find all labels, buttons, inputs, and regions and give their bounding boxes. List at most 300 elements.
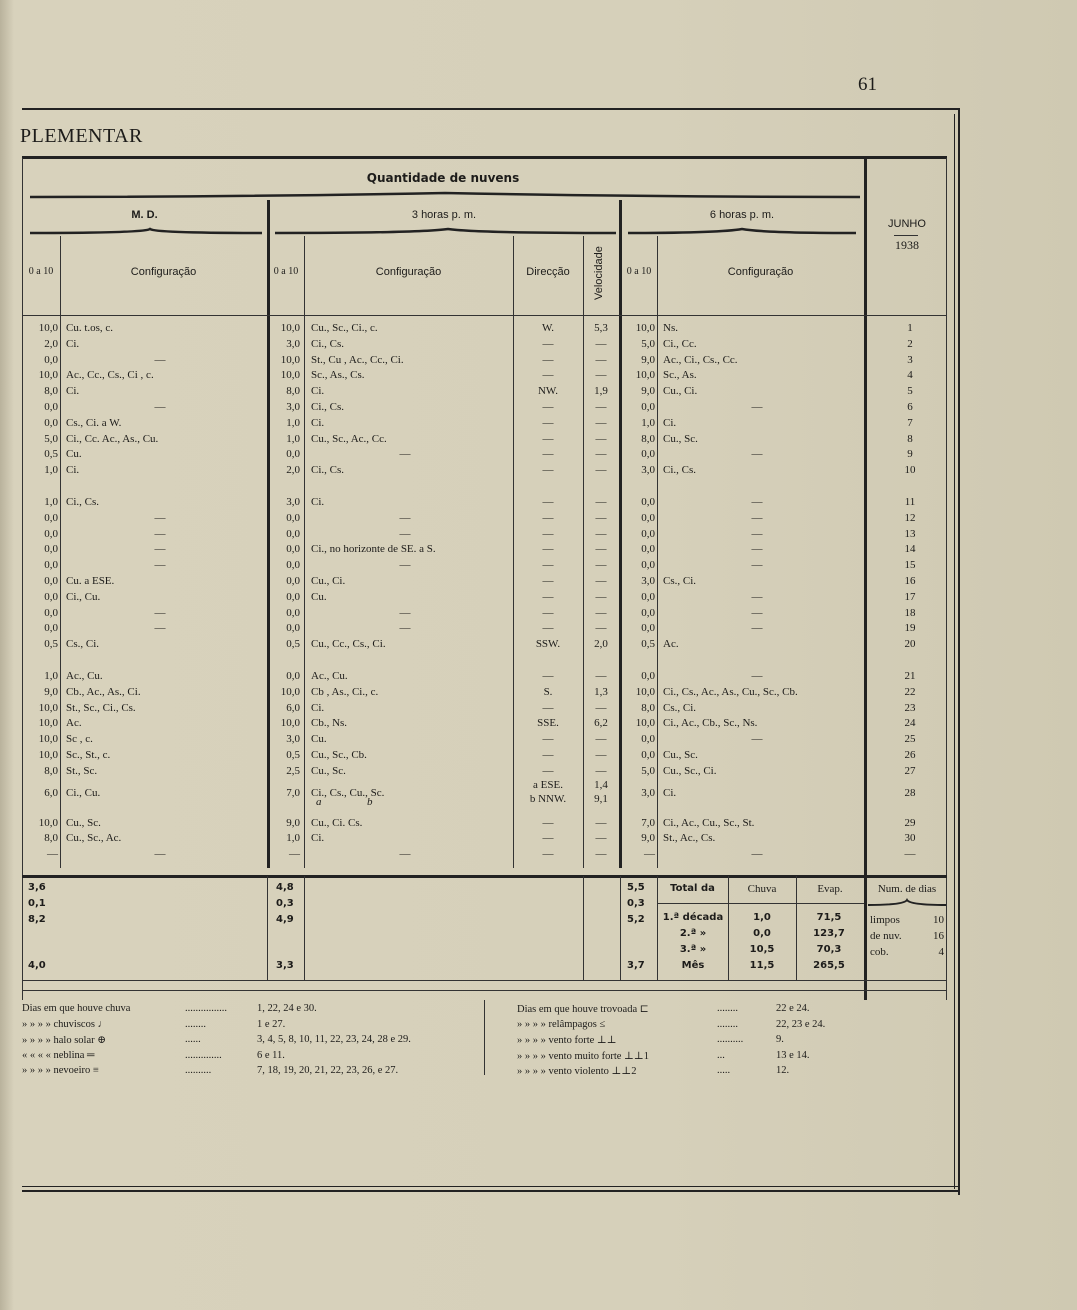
note-label: » » » » nevoeiro ≡ [22,1065,99,1076]
cell-a: 0,0 [44,511,58,524]
cell-i: 19 [904,622,916,635]
cell-c: 10,0 [280,322,300,334]
cell-a: 0,0 [44,590,58,603]
cell-f: — [595,622,607,635]
cell-e: W. [541,322,555,334]
header-bottom-rule [22,315,947,316]
cell-e: SSE. [537,717,559,730]
cell-e: — [542,527,554,540]
cell-c: 10,0 [280,685,300,698]
cell-c: 2,0 [286,464,300,477]
totals-divider [267,876,268,980]
cell-h: — [751,448,763,461]
cell-f: — [595,816,607,829]
cell-c: 9,0 [286,816,300,829]
cell-f: — [595,337,607,350]
totals-top-rule [22,875,947,878]
cell-f: — [595,527,607,540]
note-label: » » » » vento violento ⊥⊥2 [517,1066,637,1077]
note-label: » » » » chuviscos ♩ [22,1018,109,1030]
cell-a: 0,0 [44,606,58,619]
cell-i: 6 [907,401,913,413]
cell-b: Cs., Ci. [66,638,100,651]
cell-d: — [399,606,411,619]
cell-d: Ci. [311,496,325,508]
header-6h: 6 horas p. m. [709,209,775,221]
cell-b: Cu. [66,448,82,461]
totals-divider [583,876,584,980]
cell-d: St., Cu , Ac., Cc., Ci. [311,353,404,366]
cell-i: 5 [907,385,913,398]
decada-chuva: 1,0 [753,912,771,923]
cell-g: 0,0 [641,448,655,461]
dias-value: 10 [933,914,944,926]
cell-g: 3,0 [641,575,655,587]
cell-g: 9,0 [641,385,655,398]
cell-a: 8,0 [44,764,58,777]
cell-i: 20 [904,638,916,651]
cell-g: 0,0 [641,733,655,746]
total-md: 4,0 [28,960,46,971]
cell-c: 0,0 [286,511,300,524]
cell-d: Cu. [311,590,327,603]
cell-g: 0,0 [641,559,655,572]
cell-a: 6,0 [44,786,58,799]
header-year: 1938 [895,238,919,252]
cell-g: 7,0 [641,816,655,829]
total-6h: 5,2 [627,914,645,925]
cell-i: 16 [904,575,916,587]
total-6h: 5,5 [627,882,645,893]
cell-g: 0,0 [641,606,655,619]
dias-label: de nuv. [870,930,902,942]
cell-h: Ci., Cs., Ac., As., Cu., Sc., Cb. [663,685,798,698]
note-dots: .......... [185,1065,212,1076]
page-title: PLEMENTAR [20,125,143,147]
cell-b: Ci. [66,464,80,477]
cell-e: — [542,448,554,461]
cell-f: 1,9 [594,385,608,398]
cell-c: 2,5 [286,764,300,777]
cell-e: — [542,543,554,556]
cell-f: — [595,733,607,746]
dias-label: cob. [870,946,889,958]
cell-f: 2,0 [594,638,608,651]
cell-i: 25 [904,733,916,746]
note-label: » » » » halo solar ⊕ [22,1035,107,1046]
cell-g: 10,0 [635,717,655,730]
cell-h: Ci. [663,416,677,429]
cell-h: Cs., Ci. [663,575,697,587]
decada-label: Mês [681,960,705,971]
cell-e: — [542,764,554,777]
cell-f: — [595,416,607,429]
cell-c: 0,0 [286,670,300,682]
decada-chuva: 0,0 [753,928,771,939]
cell-a: 10,0 [38,749,58,761]
header-3h: 3 horas p. m. [411,209,477,221]
cell-e: — [542,622,554,635]
cell-e: — [542,749,554,761]
table-top-rule [22,156,947,159]
header-brace [30,189,860,201]
cell-d: Ac., Cu. [311,670,348,682]
cell-b: — [154,606,166,619]
total-6h: 0,3 [627,898,645,909]
cell-g: 9,0 [641,353,655,366]
cell-g: 0,5 [641,638,655,651]
cell-g: 0,0 [641,590,655,603]
cell-d: Cu., Sc., Ci., c. [311,322,378,334]
decada-chuva: 10,5 [749,944,775,955]
cell-a: 0,0 [44,401,58,413]
cell-d: Ci. [311,832,325,845]
cell-h: — [751,590,763,603]
total-3h: 4,9 [276,914,294,925]
cell-f: — [595,764,607,777]
note-label: Dias em que houve chuva [22,1003,131,1014]
cell-i: 17 [904,590,916,603]
cell-e: — [542,832,554,845]
cell-a: 0,0 [44,353,58,366]
cell-e: — [542,701,554,714]
notes-top-rule [22,990,947,991]
cell-a: 10,0 [38,701,58,714]
cell-d: Ci., Cs. [311,464,345,477]
cell-f: 1,3 [594,685,608,698]
cell-d: Cb , As., Ci., c. [311,685,379,698]
cell-a: 0,0 [44,575,58,587]
cell-i: 23 [904,701,916,714]
cell-c: 1,0 [286,832,300,845]
cell-e-second: b NNW. [529,792,567,805]
cell-b: Sc , c. [66,733,93,746]
cell-i: 13 [904,527,916,540]
totals-header-rule [657,903,864,904]
cell-a: 8,0 [44,385,58,398]
cell-c: 0,0 [286,448,300,461]
cell-h: St., Ac., Cs. [663,832,716,845]
cell-b: Ac. [66,717,82,730]
cell-f: — [595,496,607,508]
cell-b: Cu. t.os, c. [66,322,114,334]
note-value: 6 e 11. [257,1049,285,1061]
note-value: 3, 4, 5, 8, 10, 11, 22, 23, 24, 28 e 29. [257,1034,411,1045]
subscript-b: b [367,795,373,808]
frame-inner-rule [954,114,955,1189]
cell-h: Ci. [663,786,677,799]
cell-b: — [154,848,166,861]
cell-d: Cu., Sc. [311,764,346,777]
cell-f: — [595,432,607,445]
note-dots: ...... [185,1034,201,1045]
cell-d: Ci., Cs. [311,337,345,350]
cell-b: — [154,622,166,635]
cell-d: Cu., Ci. [311,575,346,587]
cell-i: 26 [904,749,916,761]
header-scale-3h: 0 a 10 [273,266,299,277]
decada-evap: 265,5 [813,960,845,971]
cell-e: — [542,511,554,524]
cell-a: 0,5 [44,448,58,461]
notes-divider [484,1000,485,1075]
cell-g: 3,0 [641,786,655,799]
cell-f: 5,3 [594,322,608,334]
cell-a: 0,0 [44,622,58,635]
cell-e: — [542,575,554,587]
cell-c: 0,0 [286,622,300,635]
cell-b: Ci. [66,337,80,350]
cell-f: — [595,448,607,461]
note-value: 7, 18, 19, 20, 21, 22, 23, 26, e 27. [257,1065,399,1076]
note-value: 1, 22, 24 e 30. [257,1003,317,1014]
cell-i: 1 [907,322,913,334]
cell-e: — [542,369,554,382]
cell-h: Ci., Ac., Cb., Sc., Ns. [663,717,758,730]
cell-h: Cu., Sc. [663,432,698,445]
header-month: JUNHO [888,218,926,230]
subheader-braces [30,227,860,237]
decada-evap: 123,7 [813,928,845,939]
cell-f: — [595,670,607,682]
cell-a: 10,0 [38,816,58,829]
cell-h: — [751,622,763,635]
cell-i: 15 [904,559,916,572]
num-dias-brace [868,898,946,908]
cell-h: Ac., Ci., Cs., Cc. [663,353,738,366]
cell-b: St., Sc. [66,764,98,777]
header-scale-6h: 0 a 10 [626,266,652,277]
cell-d: Sc., As., Cs. [311,369,365,382]
total-3h: 0,3 [276,898,294,909]
cell-a: 5,0 [44,432,58,445]
cell-g: 3,0 [641,464,655,477]
totals-divider [620,876,621,980]
cell-h: — [751,527,763,540]
cell-i: 14 [904,543,916,556]
cell-e: — [542,353,554,366]
bottom-rule-thick [22,1190,960,1192]
cell-g: 1,0 [641,416,655,429]
cell-d: Ci., Cs. [311,401,345,413]
header-direccao: Direcção [526,266,570,278]
cell-e: S. [543,685,553,698]
cell-e: — [542,559,554,572]
cell-h: — [751,606,763,619]
cell-d: — [399,559,411,572]
total-md: 3,6 [28,882,46,893]
decada-label: 1.ª década [662,912,724,923]
cell-b: — [154,559,166,572]
cell-f: 6,2 [594,717,608,730]
cell-a: 8,0 [44,832,58,845]
evap-label: Evap. [817,883,843,895]
cell-c: 0,5 [286,749,300,761]
cell-g: 10,0 [635,369,655,382]
cell-g: 9,0 [641,832,655,845]
cell-a: 10,0 [38,322,58,334]
cell-c: 1,0 [286,432,300,445]
header-config-md: Configuração [130,266,197,278]
cell-h: — [751,733,763,746]
cell-i: 3 [907,353,913,366]
cell-e: — [542,416,554,429]
cell-d: Cu., Sc., Cb. [311,749,367,761]
note-label: » » » » vento forte ⊥⊥ [517,1035,617,1046]
cell-e: — [542,590,554,603]
cell-h: Ci., Cc. [663,337,697,350]
cell-h: — [751,543,763,556]
cell-c: 3,0 [286,496,300,508]
cell-b: Cb., Ac., As., Ci. [66,685,141,698]
cell-e: — [542,733,554,746]
cell-c: 6,0 [286,701,300,714]
cell-c: 0,5 [286,638,300,651]
cell-f: — [595,701,607,714]
cell-a: 10,0 [38,717,58,730]
cell-b: Ci. [66,385,80,398]
cell-h: — [751,401,763,413]
cell-e: — [542,606,554,619]
cell-h: Ns. [663,322,678,334]
decada-chuva: 11,5 [749,960,775,971]
cell-f: — [595,575,607,587]
cell-g: 8,0 [641,432,655,445]
cell-g: 0,0 [641,527,655,540]
cell-c: — [289,848,300,861]
cell-b: St., Sc., Ci., Cs. [66,701,136,714]
cell-f: — [595,401,607,413]
cell-i: 29 [904,816,916,829]
cell-f: — [595,832,607,845]
cell-b: Cu., Sc., Ac. [66,832,122,845]
note-dots: ........ [717,1003,738,1014]
cell-a: 1,0 [44,670,58,682]
cell-h: Cu., Sc., Ci. [663,764,717,777]
total-md: 0,1 [28,898,46,909]
cell-c: 0,0 [286,559,300,572]
cell-b: Ac., Cc., Cs., Ci , c. [66,369,154,382]
cell-c: 0,0 [286,606,300,619]
total-6h: 3,7 [627,960,645,971]
cell-h: Cu., Ci. [663,385,698,398]
cell-a: 0,0 [44,416,58,429]
cell-i: 28 [904,786,916,799]
cell-f: — [595,749,607,761]
cell-h: — [751,848,763,861]
note-value: 22, 23 e 24. [776,1018,826,1030]
cell-b: Cu., Sc. [66,816,101,829]
cell-g: 5,0 [641,337,655,350]
note-dots: .......... [717,1034,744,1045]
cell-d: Ci. [311,701,325,714]
cell-h: — [751,559,763,572]
cell-d: Ci. [311,385,325,398]
totals-bottom-rule [22,980,947,981]
cell-i: 27 [904,764,916,777]
cell-e: — [542,401,554,413]
note-dots: ........ [717,1018,738,1030]
cell-a: 10,0 [38,733,58,746]
cell-b: Ci., Cs. [66,496,100,508]
note-label: » » » » relâmpagos ≤ [517,1018,606,1030]
cell-h: Cs., Ci. [663,701,697,714]
cell-a: 1,0 [44,464,58,477]
cell-h: Ci., Cs. [663,464,697,477]
subscript-a: a [316,795,322,808]
cell-a: 9,0 [44,685,58,698]
cell-g: 10,0 [635,685,655,698]
note-label: Dias em que houve trovoada ⊏ [517,1004,649,1015]
cell-g: 0,0 [641,511,655,524]
cell-d: Cu., Cc., Cs., Ci. [311,638,386,651]
note-value: 22 e 24. [776,1003,810,1014]
note-dots: ........ [185,1018,206,1030]
cell-g: 10,0 [635,322,655,334]
dias-value: 4 [938,946,944,958]
cell-c: 0,0 [286,527,300,540]
cell-d: — [399,511,411,524]
cell-e: NW. [537,385,559,398]
page-number: 61 [858,74,877,95]
cell-b: Cs., Ci. a W. [66,416,122,429]
cell-g: 0,0 [641,543,655,556]
decada-evap: 71,5 [816,912,842,923]
cell-a: 2,0 [44,337,58,350]
cell-b: Cu. a ESE. [66,575,115,587]
cell-i: — [904,848,916,861]
cell-g: 0,0 [641,670,655,682]
cell-h: — [751,496,763,508]
note-value: 1 e 27. [257,1018,286,1030]
cell-c: 3,0 [286,337,300,350]
cell-d: — [399,622,411,635]
note-value: 9. [776,1034,784,1045]
cell-h: Cu., Sc. [663,749,698,761]
dias-value: 16 [933,930,944,942]
cell-e: — [542,432,554,445]
total-3h: 4,8 [276,882,294,893]
cell-f-second: 9,1 [594,792,608,805]
col-divider [304,236,305,868]
cell-i: 22 [904,685,916,698]
cell-g: 0,0 [641,401,655,413]
cell-d: — [399,448,411,461]
cell-g: 5,0 [641,764,655,777]
header-velocidade: Velocidade [593,246,605,300]
cell-e: — [542,816,554,829]
cell-i: 12 [904,511,916,524]
cell-e: SSW. [535,638,561,651]
note-label: « « « « neblina ═ [22,1049,95,1061]
cell-e: — [542,337,554,350]
cell-b: Ci., Cu. [66,786,101,799]
cell-i: 4 [907,369,913,382]
header-scale-md: 0 a 10 [28,266,54,277]
cell-c: 1,0 [286,416,300,429]
cell-c: 10,0 [280,717,300,730]
header-md: M. D. [131,209,158,221]
dias-label: limpos [870,914,900,926]
cell-e: a ESE. [533,778,563,791]
cell-f: — [595,590,607,603]
cell-b: — [154,511,166,524]
cell-c: 10,0 [280,369,300,382]
cell-b: — [154,527,166,540]
chuva-label: Chuva [747,883,777,895]
total-da-label: Total da [670,883,715,894]
header-config-6h: Configuração [727,266,794,278]
